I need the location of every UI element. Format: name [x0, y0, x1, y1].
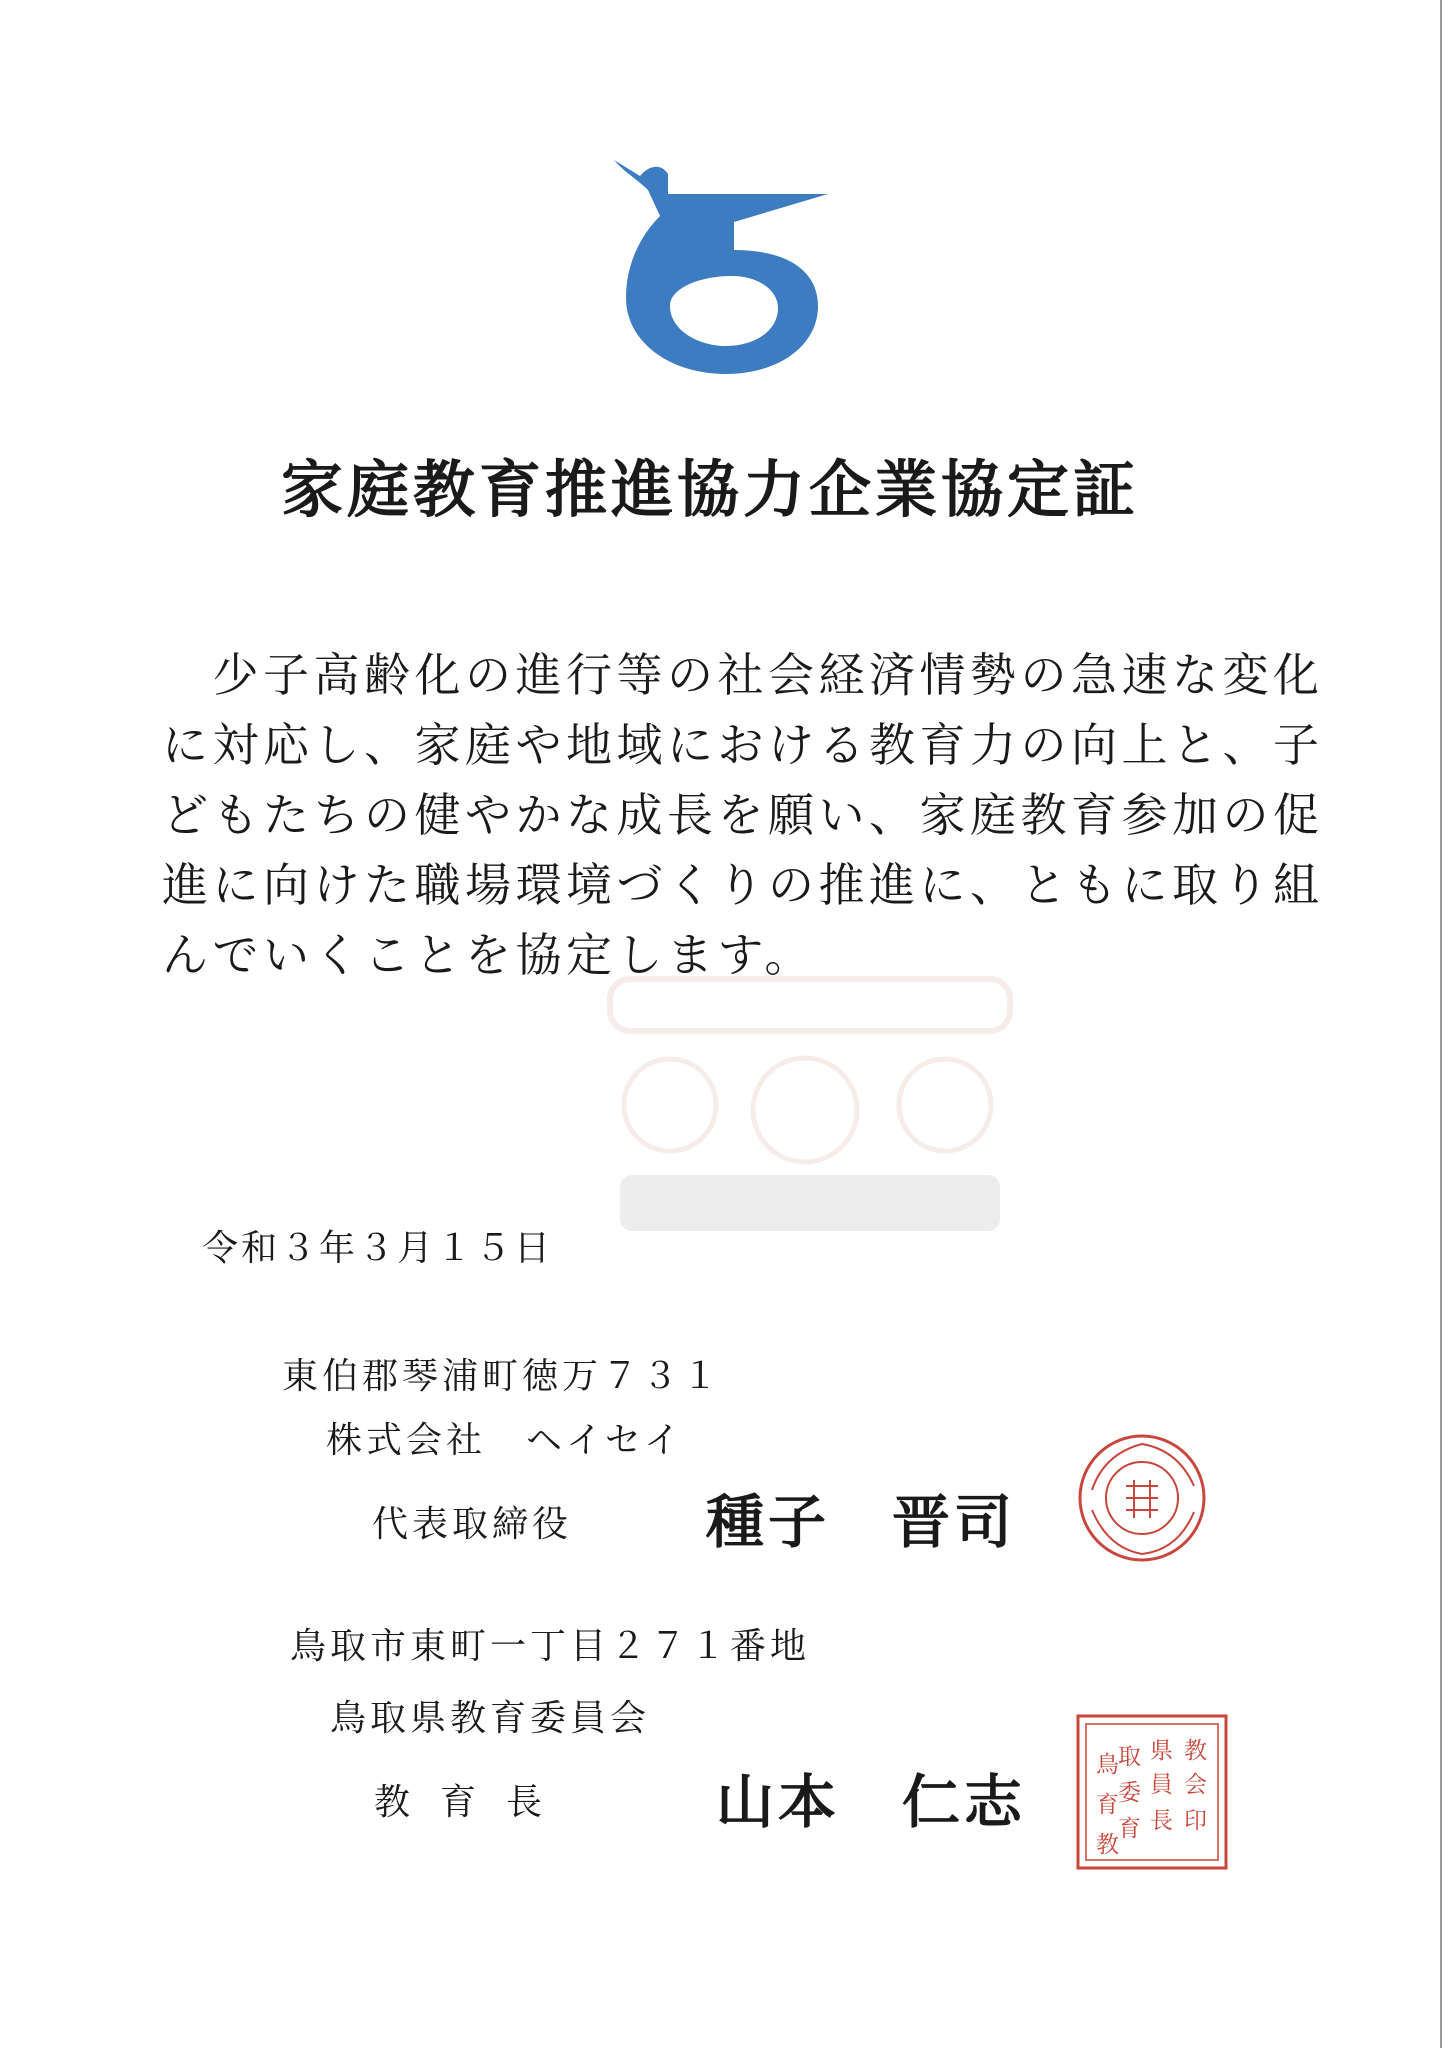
company-seal-icon [1074, 1430, 1210, 1566]
company-name: 株式会社 ヘイセイ [326, 1420, 684, 1461]
body-line: 少子高齢化の進行等の社会経済情勢の急速な変化 [162, 648, 1324, 702]
svg-text:委: 委 [1118, 1780, 1141, 1806]
svg-text:県: 県 [1150, 1738, 1173, 1764]
svg-text:取: 取 [1118, 1744, 1141, 1770]
body-line: 進に向けた職場環境づくりの推進に、ともに取り組 [162, 858, 1324, 912]
svg-text:員: 員 [1150, 1772, 1173, 1798]
board-seal-glyphs [1096, 1738, 1207, 1858]
scan-edge [1440, 0, 1442, 2048]
company-signer-title: 代表取締役 [372, 1504, 573, 1545]
board-address: 鳥取市東町一丁目２７１番地 [290, 1626, 811, 1667]
svg-text:鳥: 鳥 [1096, 1752, 1119, 1778]
svg-text:長: 長 [1150, 1808, 1173, 1834]
board-seal-icon [1072, 1712, 1232, 1872]
board-name: 鳥取県教育委員会 [330, 1698, 651, 1739]
certificate-date: 令和３年３月１５日 [202, 1228, 554, 1269]
body-line: んでいくことを協定します。 [162, 928, 815, 982]
svg-text:会: 会 [1184, 1772, 1207, 1798]
company-address: 東伯郡琴浦町徳万７３１ [282, 1356, 723, 1397]
svg-text:育: 育 [1096, 1792, 1119, 1818]
body-line: に対応し、家庭や地域における教育力の向上と、子 [162, 718, 1324, 772]
board-signer-title: 教育長 [374, 1782, 573, 1823]
certificate-title: 家庭教育推進協力企業協定証 [280, 453, 1139, 526]
body-line: どもたちの健やかな成長を願い、家庭教育参加の促 [162, 788, 1324, 842]
svg-text:印: 印 [1184, 1808, 1207, 1834]
family-watermark-icon [600, 975, 1020, 1245]
svg-text:教: 教 [1096, 1832, 1119, 1858]
svg-text:育: 育 [1118, 1816, 1141, 1842]
company-signer-name: 種子 晋司 [706, 1488, 1017, 1556]
board-signer-name: 山本 仁志 [716, 1768, 1027, 1836]
certificate-body [162, 640, 1324, 990]
tottori-prefecture-emblem-icon [608, 150, 848, 380]
svg-text:教: 教 [1184, 1738, 1207, 1764]
